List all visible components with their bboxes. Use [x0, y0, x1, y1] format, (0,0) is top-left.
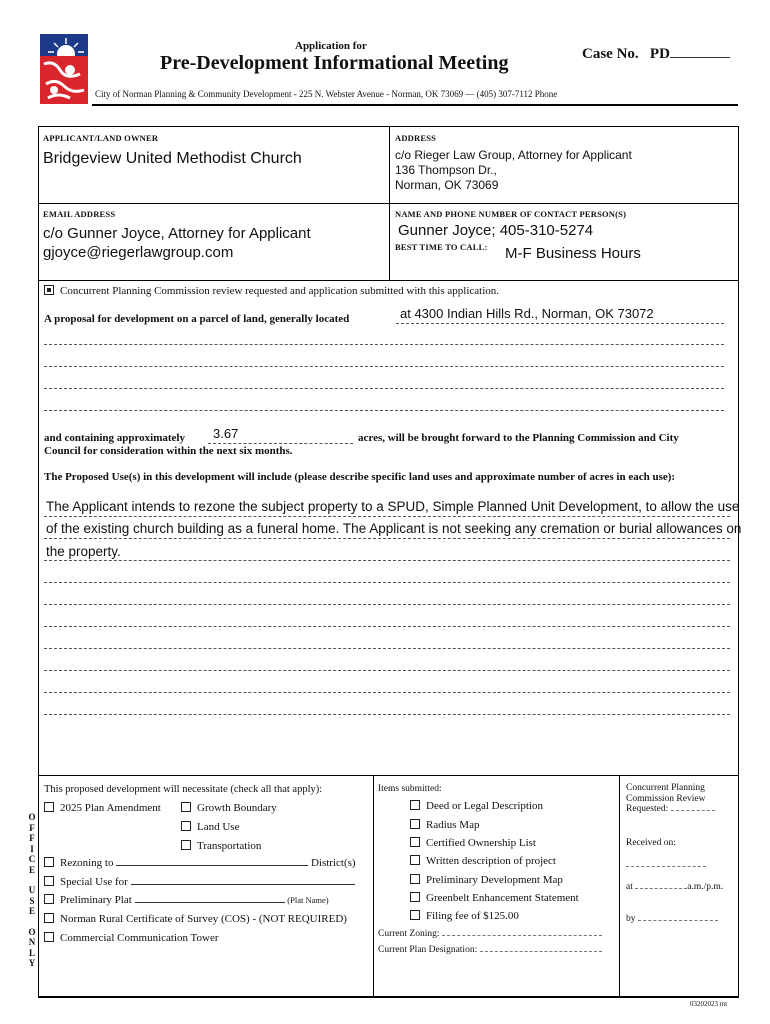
districts-text: District(s) [310, 857, 356, 869]
received-on-field[interactable] [626, 866, 706, 867]
special-use-text: Special Use for [60, 876, 128, 888]
address-label: ADDRESS [395, 133, 437, 143]
transportation-checkbox[interactable] [181, 840, 191, 850]
item-row [410, 910, 519, 922]
preliminary-plat-field[interactable] [135, 902, 285, 903]
item-row [410, 837, 536, 849]
rezoning-row [44, 857, 356, 869]
uses-label: The Proposed Use(s) in this development will include (please describe specific land uses and approximate number of acres in each use): [44, 471, 676, 483]
land-use-checkbox[interactable] [181, 821, 191, 831]
item-checkbox[interactable] [410, 800, 420, 810]
ccr-label: Concurrent Planning Commission Review Requested: [626, 783, 706, 814]
item-checkbox[interactable] [410, 910, 420, 920]
transportation-row [181, 840, 261, 852]
preliminary-plat-row [44, 894, 329, 906]
necessitate-label: This proposed development will necessitate (check all that apply): [44, 784, 323, 795]
best-time-field[interactable]: M-F Business Hours [505, 245, 641, 262]
uses-field-line-1[interactable]: The Applicant intends to rezone the subject property to a SPUD, Simple Planned Unit Development, to allow the use [46, 499, 740, 514]
concurrent-review-checkbox[interactable] [44, 285, 54, 295]
applicant-label: APPLICANT/LAND OWNER [43, 133, 159, 143]
concurrent-review-text: Concurrent Planning Commission review requested and application submitted with this application. [60, 285, 500, 297]
office-col-divider-2 [619, 776, 620, 998]
item-text: Preliminary Development Map [426, 874, 563, 886]
office-use-label: O F F I C E U S E O N L Y [28, 812, 36, 968]
uses-field-line-2[interactable]: of the existing church building as a funeral home. The Applicant is not seeking any cremation or burial allowances on [46, 521, 742, 536]
contact-label: NAME AND PHONE NUMBER OF CONTACT PERSON(S) [395, 209, 627, 219]
preliminary-plat-text: Preliminary Plat [60, 894, 132, 906]
rezoning-text: Rezoning to [60, 857, 114, 869]
at-label: at [626, 882, 633, 892]
best-time-label: BEST TIME TO CALL: [395, 242, 488, 252]
page-title: Pre-Development Informational Meeting [160, 52, 509, 74]
current-plan-row [378, 945, 602, 955]
plan-amendment-text: 2025 Plan Amendment [60, 802, 161, 814]
current-zoning-field[interactable] [442, 935, 602, 936]
tower-checkbox[interactable] [44, 932, 54, 942]
blank-line [44, 626, 730, 627]
received-at-row [626, 882, 723, 892]
received-on-label: Received on: [626, 838, 676, 848]
received-time-field[interactable] [635, 888, 687, 889]
row-divider-2 [38, 280, 739, 281]
location-field[interactable]: at 4300 Indian Hills Rd., Norman, OK 73072 [400, 306, 654, 321]
item-row [410, 874, 563, 886]
uses-underline [44, 516, 730, 517]
cos-checkbox[interactable] [44, 913, 54, 923]
current-plan-label: Current Plan Designation: [378, 945, 478, 955]
email-field[interactable] [43, 224, 311, 262]
tower-text: Commercial Communication Tower [60, 932, 219, 944]
received-by-row [626, 914, 718, 924]
address-line-1: c/o Rieger Law Group, Attorney for Applicant [395, 148, 632, 162]
blank-line [44, 344, 724, 345]
blank-line [44, 410, 724, 411]
email-line-2: gjoyce@riegerlawgroup.com [43, 244, 234, 261]
plan-amendment-row [44, 802, 161, 814]
ampm-label: a.m./p.m. [687, 882, 724, 892]
uses-field-line-3[interactable]: the property. [46, 544, 121, 559]
item-text: Deed or Legal Description [426, 800, 543, 812]
column-divider [389, 126, 390, 280]
rezoning-field[interactable] [116, 865, 308, 866]
office-col-divider-1 [373, 776, 374, 998]
city-address-line: City of Norman Planning & Community Development - 225 N. Webster Avenue - Norman, OK 73069 — (405) 307-7112 Phone [95, 89, 558, 99]
city-logo [40, 34, 88, 104]
current-plan-field[interactable] [480, 951, 602, 952]
special-use-checkbox[interactable] [44, 876, 54, 886]
transportation-text: Transportation [197, 840, 262, 852]
blank-line [44, 388, 724, 389]
address-line-2: 136 Thompson Dr., [395, 163, 497, 177]
blank-line [44, 604, 730, 605]
address-field[interactable] [395, 148, 632, 193]
concurrent-review-row [44, 285, 499, 297]
plan-amendment-checkbox[interactable] [44, 802, 54, 812]
item-row [410, 819, 479, 831]
current-zoning-row [378, 929, 602, 939]
cos-text: Norman Rural Certificate of Survey (COS) - (NOT REQUIRED) [60, 913, 347, 925]
cos-row [44, 913, 347, 925]
received-by-field[interactable] [638, 920, 718, 921]
growth-boundary-checkbox[interactable] [181, 802, 191, 812]
uses-underline [44, 538, 730, 539]
preliminary-plat-checkbox[interactable] [44, 894, 54, 904]
item-checkbox[interactable] [410, 819, 420, 829]
header-rule [92, 104, 738, 106]
acres-prefix: and containing approximately [44, 432, 185, 444]
address-line-3: Norman, OK 73069 [395, 178, 499, 192]
blank-line [44, 714, 730, 715]
land-use-row [181, 821, 239, 833]
item-checkbox[interactable] [410, 855, 420, 865]
blank-line [44, 648, 730, 649]
rezoning-checkbox[interactable] [44, 857, 54, 867]
acres-field[interactable]: 3.67 [213, 426, 239, 441]
case-label: Case No. [582, 46, 639, 62]
item-text: Filing fee of $125.00 [426, 910, 519, 922]
plat-name-text: (Plat Name) [287, 895, 329, 905]
case-value: PD [649, 46, 670, 62]
location-label: A proposal for development on a parcel of land, generally located [44, 313, 350, 325]
contact-field[interactable]: Gunner Joyce; 405-310-5274 [398, 222, 594, 239]
item-text: Radius Map [426, 819, 480, 831]
acres-line-2: Council for consideration within the next six months. [44, 445, 293, 457]
case-number [582, 46, 730, 63]
email-label: EMAIL ADDRESS [43, 209, 116, 219]
special-use-field[interactable] [131, 884, 355, 885]
blank-line [44, 692, 730, 693]
items-submitted-label: Items submitted: [378, 784, 442, 794]
item-row [410, 855, 556, 867]
application-for-label: Application for [295, 40, 367, 52]
email-line-1: c/o Gunner Joyce, Attorney for Applicant [43, 225, 311, 242]
tower-row [44, 932, 219, 944]
ccr-field[interactable] [671, 810, 715, 811]
land-use-text: Land Use [197, 821, 240, 833]
growth-boundary-text: Growth Boundary [197, 802, 277, 814]
applicant-field[interactable]: Bridgeview United Methodist Church [43, 150, 302, 167]
form-code: 03202023 mt [690, 1000, 728, 1008]
blank-line [44, 366, 724, 367]
ccr-requested [626, 783, 734, 815]
special-use-row [44, 876, 355, 888]
by-label: by [626, 914, 636, 924]
item-row [410, 892, 579, 904]
item-checkbox[interactable] [410, 874, 420, 884]
item-row [410, 800, 543, 812]
current-zoning-label: Current Zoning: [378, 929, 440, 939]
item-checkbox[interactable] [410, 892, 420, 902]
uses-underline [44, 560, 730, 561]
item-text: Certified Ownership List [426, 837, 536, 849]
case-number-field[interactable] [670, 57, 730, 58]
acres-suffix: acres, will be brought forward to the Planning Commission and City [358, 432, 679, 444]
blank-line [44, 670, 730, 671]
item-checkbox[interactable] [410, 837, 420, 847]
location-underline [396, 323, 724, 324]
item-text: Greenbelt Enhancement Statement [426, 892, 579, 904]
blank-line [44, 582, 730, 583]
item-text: Written description of project [426, 855, 556, 867]
acres-underline [208, 443, 353, 444]
growth-boundary-row [181, 802, 277, 814]
